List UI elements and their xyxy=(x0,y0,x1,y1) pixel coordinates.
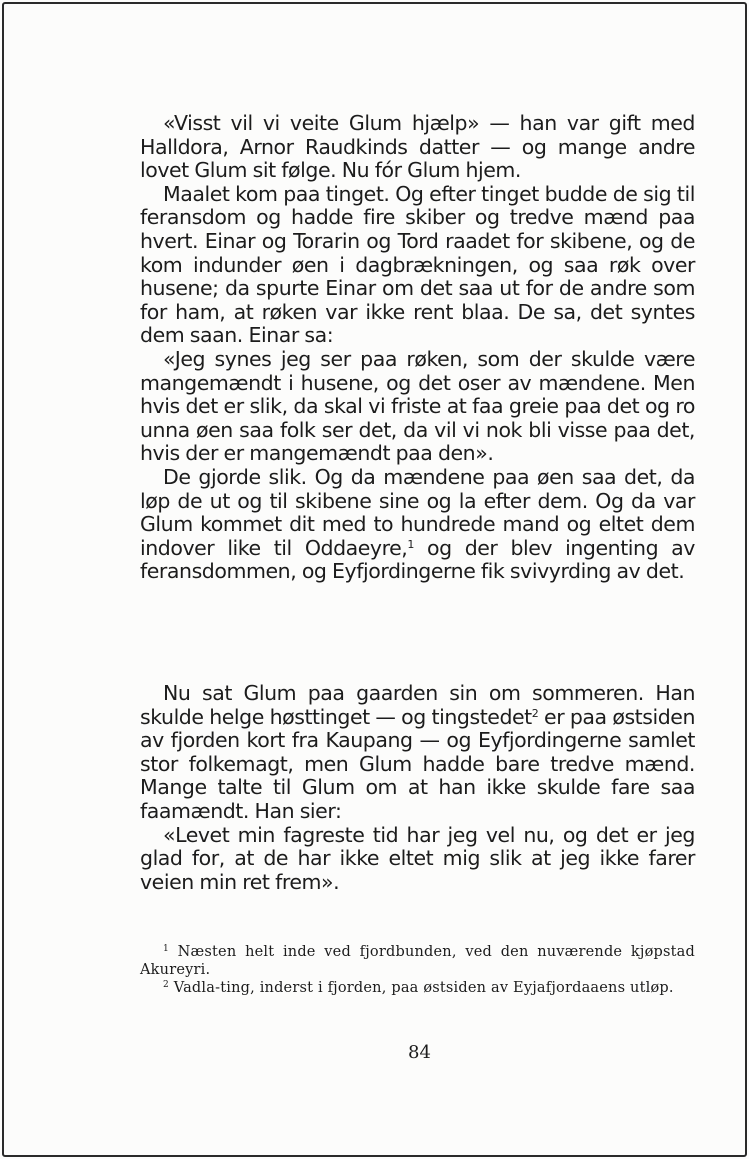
paragraph-5-part-1: Nu sat Glum paa gaarden sin om sommeren. Han skulde helge høsttinget — og tingstedet xyxy=(140,681,695,729)
paragraph-5 xyxy=(140,682,695,824)
paragraph-4-part-2: og der blev ingenting av feransdommen, og Eyfjordingerne fik svivyrding av det. xyxy=(140,535,695,584)
paragraph-4-part-1: De gjorde slik. Og da mændene paa øen saa det, da løp de ut og til skibene sine og la efter dem. Og da var Glum kommet dit med to hundrede mand og eltet dem indover like til Oddaeyre, xyxy=(140,464,695,560)
footnote-1 xyxy=(140,943,695,979)
main-text-block-2 xyxy=(140,682,695,894)
footnote-marker-1: 1 xyxy=(163,944,169,954)
page-number: 84 xyxy=(408,1042,431,1063)
paragraph-3: «Jeg synes jeg ser paa røken, som der skulde være mangemændt i husene, og det oser av mændene. Men hvis det er slik, da skal vi friste at faa greie paa det og ro unna øen saa folk ser det, da vil vi nok bli visse paa det, hvis der er mangemændt paa den». xyxy=(140,346,695,466)
paragraph-2: Maalet kom paa tinget. Og efter tinget budde de sig til feransdom og hadde fire skiber og tredve mænd paa hvert. Einar og Torarin og Tord raadet for skibene, og de kom indunder øen i dagbrækningen, og saa røk over husene; da spurte Einar om det saa ut for de andre som for ham, at røken var ikke rent blaa. De sa, det syntes dem saan. Einar sa: xyxy=(140,181,695,348)
main-text-block-1 xyxy=(140,112,695,584)
footnote-2 xyxy=(140,979,695,997)
footnote-marker-2: 2 xyxy=(163,980,169,990)
paragraph-1: «Visst vil vi veite Glum hjælp» — han var gift med Halldora, Arnor Raudkinds datter — og mange andre lovet Glum sit følge. Nu fór Glum hjem. xyxy=(140,111,695,183)
footnotes xyxy=(140,943,695,997)
paragraph-4 xyxy=(140,466,695,584)
footnote-1-text: Næsten helt inde ved fjordbunden, ved den nuværende kjøpstad Akureyri. xyxy=(140,944,695,978)
paragraph-6: «Levet min fagreste tid har jeg vel nu, og det er jeg glad for, at de har ikke eltet mig slik at jeg ikke farer veien min ret frem». xyxy=(140,822,695,894)
footnote-ref-2: 2 xyxy=(531,706,539,720)
paragraph-5-part-2: er paa østsiden av fjorden kort fra Kaupang — og Eyfjordingerne samlet stor folkemagt, men Glum hadde bare tredve mænd. Mange talte til Glum om at han ikke skulde fare saa faamændt. Han sier: xyxy=(140,704,695,823)
footnote-2-text: Vadla-ting, inderst i fjorden, paa østsiden av Eyjafjordaaens utløp. xyxy=(173,980,674,996)
footnote-ref-1: 1 xyxy=(407,537,414,551)
